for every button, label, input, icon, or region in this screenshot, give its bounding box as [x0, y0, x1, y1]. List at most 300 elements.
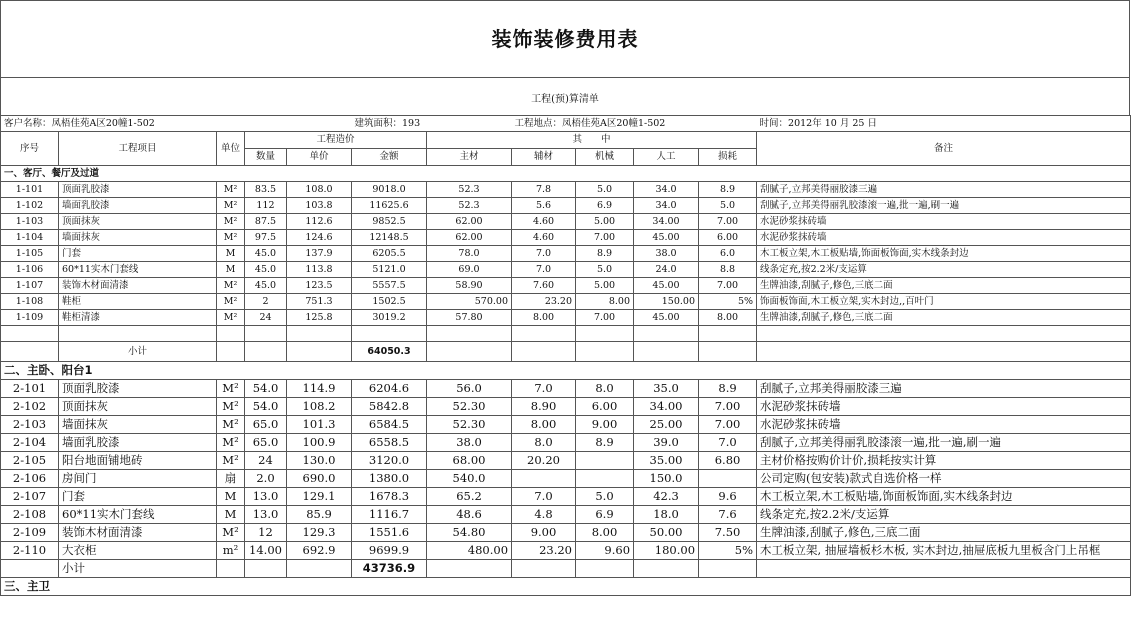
page-title: 装饰装修费用表 [491, 27, 639, 51]
row-price: 129.3 [287, 524, 352, 542]
subtotal-blank [427, 342, 512, 362]
row-qty: 54.0 [245, 398, 287, 416]
row-main: 38.0 [427, 434, 512, 452]
row-labor: 50.00 [634, 524, 699, 542]
row-main: 58.90 [427, 278, 512, 294]
row-qty: 14.00 [245, 542, 287, 560]
subtotal-blank [287, 560, 352, 578]
table-row [1, 278, 1131, 294]
row-amount: 3120.0 [352, 452, 427, 470]
row-unit: M² [217, 182, 245, 198]
row-amount: 1116.7 [352, 506, 427, 524]
row-labor: 45.00 [634, 310, 699, 326]
row-item: 鞋柜清漆 [59, 310, 217, 326]
subtotal-label: 小计 [59, 342, 217, 362]
row-price: 751.3 [287, 294, 352, 310]
row-main: 52.30 [427, 416, 512, 434]
blank-cell [427, 326, 512, 342]
row-item: 大衣柜 [59, 542, 217, 560]
page-subtitle: 工程(预)算清单 [531, 94, 599, 105]
row-amount: 6204.6 [352, 380, 427, 398]
row-aux: 9.00 [512, 524, 576, 542]
row-remark: 生牌油漆,刮腻子,修色,三底二面 [757, 278, 1131, 294]
row-aux [512, 470, 576, 488]
row-amount: 6584.5 [352, 416, 427, 434]
row-remark: 刮腻子,立邦美得丽胶漆三遍 [757, 380, 1131, 398]
row-no: 2-105 [1, 452, 59, 470]
row-qty: 24 [245, 310, 287, 326]
blank-cell [59, 326, 217, 342]
row-qty: 87.5 [245, 214, 287, 230]
row-remark: 木工板立架, 抽屉墙板杉木板, 实木封边,抽屉底板九里板含门上吊框 [757, 542, 1131, 560]
row-unit: m² [217, 542, 245, 560]
row-machine: 5.0 [576, 182, 634, 198]
row-main: 57.80 [427, 310, 512, 326]
header-item: 工程项目 [59, 132, 217, 166]
row-main: 69.0 [427, 262, 512, 278]
row-amount: 5121.0 [352, 262, 427, 278]
row-aux: 4.60 [512, 230, 576, 246]
header-of-which: 其 中 [427, 132, 757, 149]
row-machine: 8.00 [576, 294, 634, 310]
row-no: 2-110 [1, 542, 59, 560]
row-machine [576, 452, 634, 470]
row-machine: 8.9 [576, 246, 634, 262]
row-no: 1-103 [1, 214, 59, 230]
row-remark: 水泥砂浆抹砖墙 [757, 416, 1131, 434]
row-aux: 7.0 [512, 246, 576, 262]
row-main: 62.00 [427, 214, 512, 230]
row-loss: 8.00 [699, 310, 757, 326]
row-item: 墙面乳胶漆 [59, 198, 217, 214]
header-machine: 机械 [576, 149, 634, 166]
row-loss: 8.8 [699, 262, 757, 278]
row-qty: 45.0 [245, 246, 287, 262]
row-main: 52.3 [427, 182, 512, 198]
row-main: 56.0 [427, 380, 512, 398]
row-no: 1-106 [1, 262, 59, 278]
row-machine: 5.00 [576, 214, 634, 230]
project-date: 时间：2012年 10 月 25 日 [757, 116, 1131, 132]
subtotal-blank [634, 342, 699, 362]
row-no: 1-104 [1, 230, 59, 246]
row-amount: 1380.0 [352, 470, 427, 488]
row-labor: 180.00 [634, 542, 699, 560]
row-loss: 6.80 [699, 452, 757, 470]
row-remark: 水泥砂浆抹砖墙 [757, 230, 1131, 246]
subtotal-blank [512, 560, 576, 578]
row-qty: 65.0 [245, 434, 287, 452]
row-remark: 饰面板饰面,木工板立架,实木封边,,百叶门 [757, 294, 1131, 310]
row-qty: 97.5 [245, 230, 287, 246]
row-remark: 刮腻子,立邦美得丽乳胶漆滚一遍,批一遍,刷一遍 [757, 198, 1131, 214]
row-price: 114.9 [287, 380, 352, 398]
row-unit: M² [217, 230, 245, 246]
row-unit: M [217, 488, 245, 506]
header-no: 序号 [1, 132, 59, 166]
subtotal-row [1, 560, 1131, 578]
row-aux: 4.60 [512, 214, 576, 230]
header-loss: 损耗 [699, 149, 757, 166]
table-row [1, 470, 1131, 488]
row-loss: 9.6 [699, 488, 757, 506]
row-qty: 45.0 [245, 262, 287, 278]
row-main: 570.00 [427, 294, 512, 310]
row-qty: 112 [245, 198, 287, 214]
row-machine: 9.60 [576, 542, 634, 560]
row-amount: 3019.2 [352, 310, 427, 326]
row-aux: 8.90 [512, 398, 576, 416]
row-unit: 扇 [217, 470, 245, 488]
row-aux: 7.8 [512, 182, 576, 198]
row-no: 1-105 [1, 246, 59, 262]
blank-cell [245, 326, 287, 342]
row-amount: 1502.5 [352, 294, 427, 310]
row-remark: 主材价格按购价计价,损耗按实计算 [757, 452, 1131, 470]
header-cost-group: 工程造价 [245, 132, 427, 149]
row-labor: 34.0 [634, 198, 699, 214]
row-no: 2-108 [1, 506, 59, 524]
row-no: 2-107 [1, 488, 59, 506]
row-price: 112.6 [287, 214, 352, 230]
row-loss: 8.9 [699, 380, 757, 398]
row-aux: 8.0 [512, 434, 576, 452]
row-remark: 线条定充,按2.2米/支运算 [757, 262, 1131, 278]
row-price: 108.0 [287, 182, 352, 198]
section-title: 二、主卧、阳台1 [1, 362, 1131, 380]
subtotal-blank [217, 342, 245, 362]
row-item: 鞋柜 [59, 294, 217, 310]
header-labor: 人工 [634, 149, 699, 166]
row-aux: 7.0 [512, 262, 576, 278]
row-loss: 7.6 [699, 506, 757, 524]
row-aux: 4.8 [512, 506, 576, 524]
subtotal-blank [634, 560, 699, 578]
row-labor: 150.00 [634, 294, 699, 310]
row-qty: 24 [245, 452, 287, 470]
blank-cell [217, 326, 245, 342]
row-price: 85.9 [287, 506, 352, 524]
row-loss: 6.00 [699, 230, 757, 246]
section-title: 一、客厅、餐厅及过道 [1, 166, 1131, 182]
blank-cell [512, 326, 576, 342]
subtotal-blank [287, 342, 352, 362]
table-row [1, 214, 1131, 230]
row-remark: 线条定充,按2.2米/支运算 [757, 506, 1131, 524]
row-qty: 2.0 [245, 470, 287, 488]
row-remark: 刮腻子,立邦美得丽胶漆三遍 [757, 182, 1131, 198]
row-unit: M [217, 246, 245, 262]
row-labor: 34.0 [634, 182, 699, 198]
row-qty: 65.0 [245, 416, 287, 434]
row-unit: M [217, 262, 245, 278]
row-no: 1-108 [1, 294, 59, 310]
section-title: 三、主卫 [1, 578, 1131, 596]
row-remark: 刮腻子,立邦美得丽乳胶漆滚一遍,批一遍,刷一遍 [757, 434, 1131, 452]
row-price: 101.3 [287, 416, 352, 434]
table-row [1, 182, 1131, 198]
row-no: 2-106 [1, 470, 59, 488]
row-remark: 水泥砂浆抹砖墙 [757, 214, 1131, 230]
row-loss: 7.00 [699, 214, 757, 230]
row-unit: M² [217, 452, 245, 470]
row-aux: 7.0 [512, 488, 576, 506]
blank-cell [576, 326, 634, 342]
row-qty: 12 [245, 524, 287, 542]
row-price: 103.8 [287, 198, 352, 214]
row-labor: 34.00 [634, 214, 699, 230]
row-main: 65.2 [427, 488, 512, 506]
row-amount: 9018.0 [352, 182, 427, 198]
blank-cell [352, 326, 427, 342]
subtotal-amount: 43736.9 [352, 560, 427, 578]
row-price: 108.2 [287, 398, 352, 416]
row-labor: 38.0 [634, 246, 699, 262]
table-row [1, 262, 1131, 278]
table-row [1, 506, 1131, 524]
row-aux: 7.60 [512, 278, 576, 294]
section-header [1, 166, 1131, 182]
row-labor: 35.0 [634, 380, 699, 398]
row-item: 60*11实木门套线 [59, 262, 217, 278]
row-aux: 7.0 [512, 380, 576, 398]
row-unit: M² [217, 198, 245, 214]
row-remark: 公司定购(包安装)款式自选价格一样 [757, 470, 1131, 488]
row-loss: 5% [699, 294, 757, 310]
row-item: 60*11实木门套线 [59, 506, 217, 524]
table-row [1, 542, 1131, 560]
row-price: 137.9 [287, 246, 352, 262]
subtotal-blank [1, 560, 59, 578]
row-aux: 5.6 [512, 198, 576, 214]
table-row [1, 246, 1131, 262]
row-loss: 6.0 [699, 246, 757, 262]
row-price: 690.0 [287, 470, 352, 488]
table-row [1, 488, 1131, 506]
row-machine: 6.9 [576, 506, 634, 524]
section-header [1, 362, 1131, 380]
row-price: 125.8 [287, 310, 352, 326]
subtotal-blank [217, 560, 245, 578]
header-amount: 金额 [352, 149, 427, 166]
row-main: 54.80 [427, 524, 512, 542]
row-amount: 12148.5 [352, 230, 427, 246]
row-item: 门套 [59, 246, 217, 262]
subtotal-row [1, 342, 1131, 362]
row-amount: 9852.5 [352, 214, 427, 230]
row-machine: 6.9 [576, 198, 634, 214]
row-unit: M² [217, 398, 245, 416]
subtitle-bar [0, 77, 1130, 115]
row-qty: 13.0 [245, 488, 287, 506]
row-machine: 7.00 [576, 230, 634, 246]
row-labor: 42.3 [634, 488, 699, 506]
row-remark: 生牌油漆,刮腻子,修色,三底二面 [757, 310, 1131, 326]
row-machine: 7.00 [576, 310, 634, 326]
row-main: 52.30 [427, 398, 512, 416]
row-machine: 9.00 [576, 416, 634, 434]
subtotal-amount: 64050.3 [352, 342, 427, 362]
blank-cell [757, 326, 1131, 342]
subtotal-blank [576, 560, 634, 578]
row-price: 124.6 [287, 230, 352, 246]
row-labor: 35.00 [634, 452, 699, 470]
subtotal-blank [1, 342, 59, 362]
row-machine: 5.0 [576, 262, 634, 278]
row-loss: 5.0 [699, 198, 757, 214]
table-row [1, 230, 1131, 246]
row-unit: M² [217, 434, 245, 452]
info-row [1, 116, 1131, 132]
customer-name: 客户名称：凤梧佳苑A区20幢1-502 [1, 116, 352, 132]
subtotal-blank [427, 560, 512, 578]
row-amount: 11625.6 [352, 198, 427, 214]
row-item: 墙面抹灰 [59, 416, 217, 434]
row-item: 门套 [59, 488, 217, 506]
row-item: 装饰木材面清漆 [59, 278, 217, 294]
row-no: 2-104 [1, 434, 59, 452]
table-row [1, 380, 1131, 398]
row-aux: 8.00 [512, 416, 576, 434]
row-remark: 木工板立架,木工板贴墙,饰面板饰面,实木线条封边 [757, 246, 1131, 262]
row-amount: 6205.5 [352, 246, 427, 262]
table-row [1, 294, 1131, 310]
subtotal-blank [576, 342, 634, 362]
subtotal-blank [699, 560, 757, 578]
row-main: 480.00 [427, 542, 512, 560]
row-qty: 45.0 [245, 278, 287, 294]
row-remark: 生牌油漆,刮腻子,修色,三底二面 [757, 524, 1131, 542]
row-machine: 6.00 [576, 398, 634, 416]
row-remark: 水泥砂浆抹砖墙 [757, 398, 1131, 416]
row-amount: 6558.5 [352, 434, 427, 452]
table-row [1, 434, 1131, 452]
row-aux: 23.20 [512, 542, 576, 560]
row-qty: 2 [245, 294, 287, 310]
row-unit: M² [217, 214, 245, 230]
row-main: 540.0 [427, 470, 512, 488]
header-qty: 数量 [245, 149, 287, 166]
row-machine: 5.0 [576, 488, 634, 506]
table-row [1, 452, 1131, 470]
row-no: 2-103 [1, 416, 59, 434]
blank-cell [634, 326, 699, 342]
row-no: 1-109 [1, 310, 59, 326]
row-main: 78.0 [427, 246, 512, 262]
row-machine: 8.9 [576, 434, 634, 452]
row-remark: 木工板立架,木工板贴墙,饰面板饰面,实木线条封边 [757, 488, 1131, 506]
row-unit: M² [217, 524, 245, 542]
row-machine: 5.00 [576, 278, 634, 294]
section-header [1, 578, 1131, 596]
row-no: 1-102 [1, 198, 59, 214]
row-price: 100.9 [287, 434, 352, 452]
row-loss: 7.00 [699, 416, 757, 434]
row-item: 顶面乳胶漆 [59, 380, 217, 398]
subtotal-blank [699, 342, 757, 362]
row-main: 52.3 [427, 198, 512, 214]
row-amount: 9699.9 [352, 542, 427, 560]
row-no: 2-102 [1, 398, 59, 416]
row-labor: 150.0 [634, 470, 699, 488]
row-labor: 39.0 [634, 434, 699, 452]
row-price: 692.9 [287, 542, 352, 560]
subtotal-blank [757, 560, 1131, 578]
row-loss: 5% [699, 542, 757, 560]
row-machine: 8.0 [576, 380, 634, 398]
row-unit: M² [217, 278, 245, 294]
table-row [1, 398, 1131, 416]
row-qty: 54.0 [245, 380, 287, 398]
row-item: 房间门 [59, 470, 217, 488]
table-row [1, 310, 1131, 326]
row-labor: 45.00 [634, 278, 699, 294]
row-item: 墙面乳胶漆 [59, 434, 217, 452]
row-main: 68.00 [427, 452, 512, 470]
row-aux: 8.00 [512, 310, 576, 326]
subtotal-label: 小计 [59, 560, 217, 578]
header-main: 主材 [427, 149, 512, 166]
row-unit: M² [217, 310, 245, 326]
row-item: 顶面乳胶漆 [59, 182, 217, 198]
row-no: 2-101 [1, 380, 59, 398]
row-main: 62.00 [427, 230, 512, 246]
row-labor: 25.00 [634, 416, 699, 434]
header-unit: 单位 [217, 132, 245, 166]
project-location: 工程地点：凤梧佳苑A区20幢1-502 [512, 116, 757, 132]
cost-table [0, 115, 1131, 596]
subtotal-blank [245, 342, 287, 362]
row-no: 2-109 [1, 524, 59, 542]
header-remark: 备注 [757, 132, 1131, 166]
header-aux: 辅材 [512, 149, 576, 166]
row-machine: 8.00 [576, 524, 634, 542]
row-loss: 7.0 [699, 434, 757, 452]
blank-row [1, 326, 1131, 342]
row-no: 1-101 [1, 182, 59, 198]
title-bar [0, 0, 1130, 77]
row-qty: 83.5 [245, 182, 287, 198]
row-labor: 34.00 [634, 398, 699, 416]
row-aux: 23.20 [512, 294, 576, 310]
table-row [1, 416, 1131, 434]
subtotal-blank [757, 342, 1131, 362]
row-price: 113.8 [287, 262, 352, 278]
row-item: 顶面抹灰 [59, 214, 217, 230]
row-loss: 7.50 [699, 524, 757, 542]
header-price: 单价 [287, 149, 352, 166]
blank-cell [699, 326, 757, 342]
row-loss: 7.00 [699, 398, 757, 416]
row-amount: 5842.8 [352, 398, 427, 416]
row-amount: 1678.3 [352, 488, 427, 506]
row-item: 墙面抹灰 [59, 230, 217, 246]
building-area: 建筑面积：193 [352, 116, 512, 132]
row-price: 123.5 [287, 278, 352, 294]
row-qty: 13.0 [245, 506, 287, 524]
row-price: 130.0 [287, 452, 352, 470]
row-aux: 20.20 [512, 452, 576, 470]
subtotal-blank [512, 342, 576, 362]
row-labor: 45.00 [634, 230, 699, 246]
header-row-1 [1, 132, 1131, 149]
row-unit: M² [217, 380, 245, 398]
blank-cell [1, 326, 59, 342]
row-item: 顶面抹灰 [59, 398, 217, 416]
table-row [1, 198, 1131, 214]
row-price: 129.1 [287, 488, 352, 506]
row-labor: 24.0 [634, 262, 699, 278]
